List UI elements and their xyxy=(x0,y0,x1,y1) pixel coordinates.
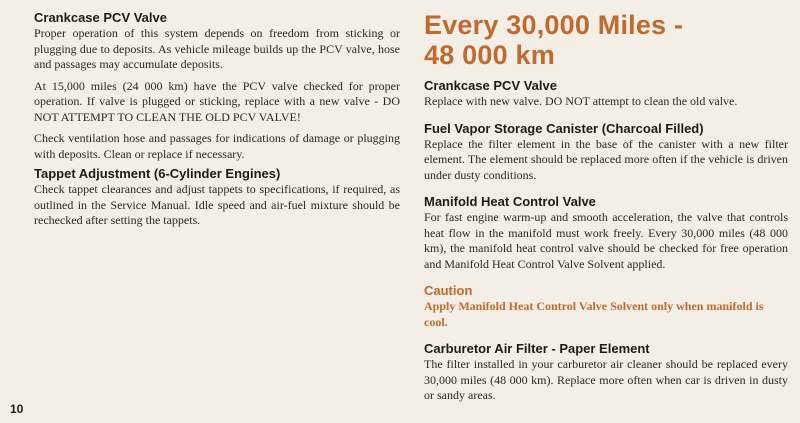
air-filter-paragraph: The filter installed in your carburetor air cleaner should be replaced every 30,000 miles (48 000 km). Replace more often when car is driven in dusty or sandy areas. xyxy=(424,357,788,402)
pcv-paragraph-3: Check ventilation hose and passages for indications of damage or plugging with deposits. Clean or replace if necessary. xyxy=(34,131,400,161)
canister-heading: Fuel Vapor Storage Canister (Charcoal Filled) xyxy=(424,120,704,136)
section-title-line-1: Every 30,000 Miles - xyxy=(424,10,684,40)
right-column xyxy=(424,10,788,404)
air-filter-heading: Carburetor Air Filter - Paper Element xyxy=(424,341,650,356)
section-title-line-2: 48 000 km xyxy=(424,40,555,70)
caution-paragraph: Apply Manifold Heat Control Valve Solvent only when manifold is cool. xyxy=(424,299,764,329)
canister-paragraph: Replace the filter element in the base of the canister with a new filter element. The element should be replaced more often if the vehicle is driven under dusty conditions. xyxy=(424,136,788,182)
pcv-replace-paragraph: Replace with new valve. DO NOT attempt to clean the old valve. xyxy=(424,94,738,108)
page-number: 10 xyxy=(10,402,24,416)
pcv-paragraph-1: Proper operation of this system depends on freedom from sticking or plugging due to deposits. As vehicle mileage builds up the PCV valve, hose and passages may accumulate deposits. xyxy=(34,26,400,71)
pcv-heading-left: Crankcase PCV Valve xyxy=(34,10,167,25)
manifold-heading: Manifold Heat Control Valve xyxy=(424,194,596,209)
manifold-paragraph: For fast engine warm-up and smooth acceleration, the valve that controls heat flow in the manifold must work freely. Every 30,000 miles (48 000 km), the manifold heat control valve should be checked for free operation and Manifold Heat Control Valve Solvent applied. xyxy=(424,210,788,271)
tappet-paragraph: Check tappet clearances and adjust tappets to specifications, if required, as outlined in the Service Manual. Idle speed and air-fuel mixture should be rechecked after setting the tappets. xyxy=(34,182,400,227)
caution-heading: Caution xyxy=(424,283,473,298)
tappet-heading: Tappet Adjustment (6-Cylinder Engines) xyxy=(34,166,281,181)
pcv-heading-right: Crankcase PCV Valve xyxy=(424,78,557,93)
pcv-paragraph-2: At 15,000 miles (24 000 km) have the PCV valve checked for proper operation. If valve is plugged or sticking, replace with a new valve - DO NOT ATTEMPT TO CLEAN THE OLD PCV VALVE! xyxy=(34,78,400,124)
left-column xyxy=(34,10,400,229)
